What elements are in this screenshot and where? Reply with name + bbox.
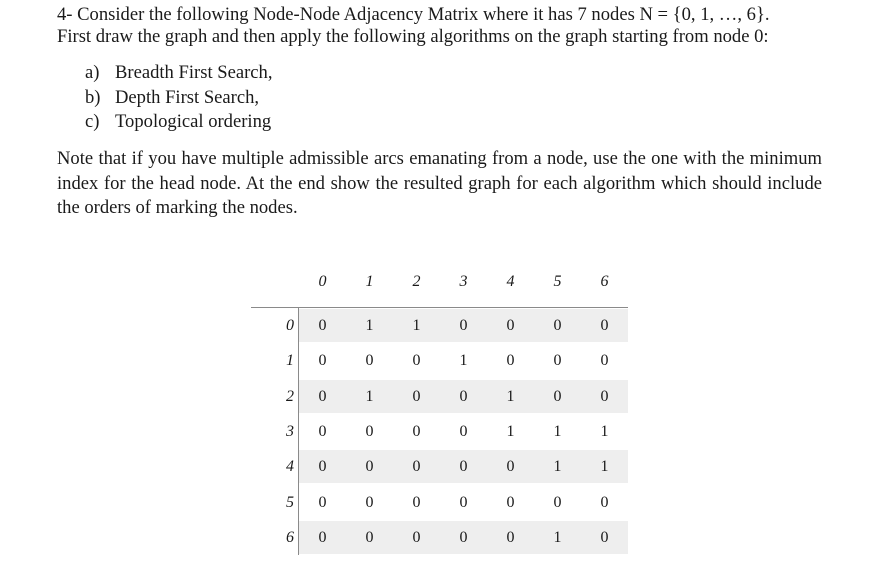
matrix-cell: 0 [553,493,562,511]
task-text: Breadth First Search, [115,62,273,83]
matrix-cell: 1 [506,387,515,405]
matrix-cell: 1 [553,458,562,476]
column-header: 4 [506,273,515,290]
row-header: 3 [286,422,294,440]
matrix-cell: 0 [459,317,468,334]
task-marker: b) [85,87,101,108]
column-header: 1 [365,273,374,290]
matrix-cell: 0 [506,458,515,476]
matrix-cell: 0 [412,387,421,405]
matrix-cell: 0 [365,352,374,370]
task-text: Depth First Search, [115,87,260,108]
matrix-cell: 0 [600,528,609,546]
matrix-row [251,485,628,520]
matrix-row [251,308,628,343]
matrix-cell: 1 [600,422,609,440]
note-paragraph: Note that if you have multiple admissible arcs emanating from a node, use the one with the minimum index for the head node. At the end show the resulted graph for each algorithm which should include the orders of marking the nodes. [57,148,822,219]
matrix-cell: 1 [600,458,609,476]
matrix-row [251,379,628,414]
task-item [85,87,259,109]
matrix-cell: 0 [318,493,327,511]
matrix-cell: 0 [318,317,327,334]
matrix-row [251,343,628,378]
matrix-cell: 0 [506,493,515,511]
matrix-cell: 0 [600,352,609,370]
matrix-cell: 0 [412,422,421,440]
matrix-cell: 0 [553,352,562,370]
matrix-cell: 0 [365,493,374,511]
task-text: Topological ordering [115,111,272,132]
matrix-cell: 0 [318,352,327,370]
matrix-cell: 0 [459,422,468,440]
matrix-cell: 0 [412,493,421,511]
matrix-cell: 0 [553,387,562,405]
matrix-cell: 0 [459,387,468,405]
matrix-cell: 0 [459,493,468,511]
column-header: 2 [412,273,421,290]
matrix-cell: 0 [365,422,374,440]
matrix-row [251,414,628,449]
matrix-cell: 0 [318,458,327,476]
row-header: 5 [286,493,294,511]
matrix-cell: 0 [365,528,374,546]
task-item [85,62,273,84]
row-header: 2 [286,387,294,405]
matrix-cell: 0 [318,422,327,440]
matrix-cell: 1 [459,352,468,370]
row-header-divider [298,307,299,555]
header-divider [251,307,628,308]
task-item [85,111,271,133]
matrix-cell: 0 [412,352,421,370]
matrix-cell: 0 [412,528,421,546]
matrix-cell: 0 [318,387,327,405]
matrix-cell: 0 [506,528,515,546]
matrix-cell: 0 [318,528,327,546]
column-header: 5 [553,273,562,290]
matrix-cell: 0 [412,458,421,476]
task-marker: a) [85,62,100,83]
row-header: 6 [286,528,294,546]
matrix-cell: 1 [365,317,374,334]
column-header: 3 [459,273,468,290]
column-header: 6 [600,273,609,290]
question-line-2: First draw the graph and then apply the following algorithms on the graph starting from node 0: [57,26,769,47]
matrix-cell: 1 [553,422,562,440]
matrix-row [251,520,628,555]
matrix-cell: 0 [459,458,468,476]
row-header: 1 [286,352,294,370]
matrix-cell: 0 [506,352,515,370]
matrix-cell: 0 [600,317,609,334]
question-line-1: 4- Consider the following Node-Node Adjacency Matrix where it has 7 nodes N = {0, 1, …, 6}. [57,4,770,25]
matrix-cell: 0 [459,528,468,546]
row-header: 4 [286,458,294,476]
matrix-cell: 0 [553,317,562,334]
matrix-cell: 0 [365,458,374,476]
matrix-cell: 0 [506,317,515,334]
matrix-cell: 1 [365,387,374,405]
row-header: 0 [286,317,294,334]
matrix-cell: 1 [506,422,515,440]
matrix-row [251,449,628,484]
matrix-cell: 1 [412,317,421,334]
matrix-cell: 1 [553,528,562,546]
matrix-cell: 0 [600,493,609,511]
task-marker: c) [85,111,100,132]
column-header: 0 [318,273,327,290]
matrix-cell: 0 [600,387,609,405]
